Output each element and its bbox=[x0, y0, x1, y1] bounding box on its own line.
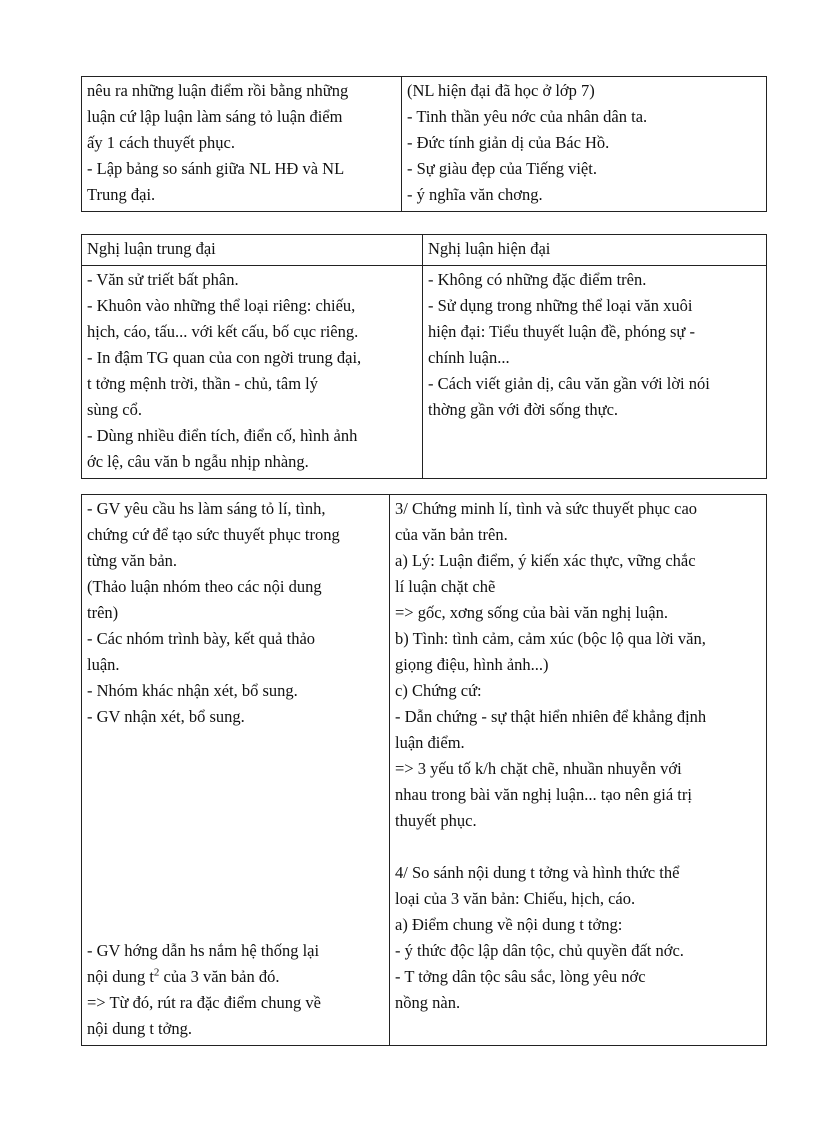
text-line: chính luận... bbox=[428, 348, 510, 367]
left-cell bbox=[82, 495, 390, 1046]
text-line: - Sự giàu đẹp của Tiếng việt. bbox=[407, 159, 597, 178]
table-header-row bbox=[82, 235, 767, 266]
text-line: chứng cứ để tạo sức thuyết phục trong bbox=[87, 525, 340, 544]
text-line: - Tinh thần yêu nớc của nhân dân ta. bbox=[407, 107, 648, 126]
text-line: luận. bbox=[87, 655, 120, 674]
text-line: - GV yêu cầu hs làm sáng tỏ lí, tình, bbox=[87, 499, 326, 518]
text-line: - Lập bảng so sánh giữa NL HĐ và NL bbox=[87, 159, 345, 178]
spacer bbox=[87, 730, 384, 756]
spacer bbox=[87, 782, 384, 808]
text-line: trên) bbox=[87, 603, 119, 622]
text-line: 3/ Chứng minh lí, tình và sức thuyết phục cao bbox=[395, 499, 698, 518]
text-line: => Từ đó, rút ra đặc điểm chung về bbox=[87, 993, 321, 1012]
text-line: giọng điệu, hình ảnh...) bbox=[395, 655, 549, 674]
text-line: sùng cổ. bbox=[87, 400, 142, 419]
text-line: => gốc, xơng sống của bài văn nghị luận. bbox=[395, 603, 668, 622]
text-line: 4/ So sánh nội dung t tởng và hình thức thể bbox=[395, 863, 680, 882]
text-line: lí luận chặt chẽ bbox=[395, 577, 496, 596]
text-line: hịch, cáo, tấu... với kết cấu, bố cục riêng. bbox=[87, 322, 359, 341]
text-line: - GV nhận xét, bổ sung. bbox=[87, 707, 245, 726]
text-line: hiện đại: Tiểu thuyết luận đề, phóng sự - bbox=[428, 322, 695, 341]
text-line: - Không có những đặc điểm trên. bbox=[428, 270, 647, 289]
text-line: a) Điểm chung về nội dung t tởng: bbox=[395, 915, 623, 934]
text-line: - Dẫn chứng - sự thật hiển nhiên để khẳng định bbox=[395, 707, 707, 726]
text-line: ớc lệ, câu văn b ngẫu nhịp nhàng. bbox=[87, 452, 309, 471]
text-line: b) Tình: tình cảm, cảm xúc (bộc lộ qua lời văn, bbox=[395, 629, 706, 648]
text-line: của văn bản trên. bbox=[395, 525, 508, 544]
spacer bbox=[87, 808, 384, 834]
table-row bbox=[82, 77, 767, 212]
text-line: - ý thức độc lập dân tộc, chủ quyền đất nớc. bbox=[395, 941, 684, 960]
text-line: luận điểm. bbox=[395, 733, 465, 752]
left-cell bbox=[82, 77, 402, 212]
text-line: - Văn sử triết bất phân. bbox=[87, 270, 239, 289]
text-line: - ý nghĩa văn chơng. bbox=[407, 185, 543, 204]
header-cell-modern bbox=[423, 235, 767, 266]
text-line: nhau trong bài văn nghị luận... tạo nên giá trị bbox=[395, 785, 692, 804]
right-cell bbox=[402, 77, 767, 212]
header-cell-medieval bbox=[82, 235, 423, 266]
text-line: - Dùng nhiều điển tích, điển cố, hình ảnh bbox=[87, 426, 358, 445]
text-line: t tởng mệnh trời, thần - chủ, tâm lý bbox=[87, 374, 318, 393]
spacer bbox=[87, 886, 384, 912]
text-line bbox=[87, 964, 384, 990]
header-label: Nghị luận trung đại bbox=[87, 239, 216, 258]
text-line: luận cứ lập luận làm sáng tỏ luận điểm bbox=[87, 107, 343, 126]
text-line: thuyết phục. bbox=[395, 811, 477, 830]
text-line: (Thảo luận nhóm theo các nội dung bbox=[87, 577, 322, 596]
text-line: Trung đại. bbox=[87, 185, 156, 204]
text-line: loại của 3 văn bản: Chiếu, hịch, cáo. bbox=[395, 889, 636, 908]
left-cell bbox=[82, 266, 423, 479]
spacer bbox=[87, 860, 384, 886]
text-line: từng văn bản. bbox=[87, 551, 178, 570]
text-line: a) Lý: Luận điểm, ý kiến xác thực, vững chắc bbox=[395, 551, 696, 570]
spacer bbox=[395, 834, 761, 860]
comparison-table bbox=[81, 234, 767, 479]
spacer bbox=[87, 756, 384, 782]
spacer bbox=[87, 912, 384, 938]
text-line: - Đức tính giản dị của Bác Hồ. bbox=[407, 133, 610, 152]
continuation-table bbox=[81, 76, 767, 212]
table-row bbox=[82, 266, 767, 479]
text-line: (NL hiện đại đã học ở lớp 7) bbox=[407, 81, 595, 100]
text-line: - T tởng dân tộc sâu sắc, lòng yêu nớc bbox=[395, 967, 646, 986]
text-line: - Khuôn vào những thể loại riêng: chiếu, bbox=[87, 296, 356, 315]
right-cell bbox=[423, 266, 767, 479]
text-line: => 3 yếu tố k/h chặt chẽ, nhuần nhuyễn với bbox=[395, 759, 682, 778]
text-line: nội dung t tởng. bbox=[87, 1019, 192, 1038]
text-line: nồng nàn. bbox=[395, 993, 461, 1012]
spacer bbox=[87, 834, 384, 860]
text-line: ấy 1 cách thuyết phục. bbox=[87, 133, 235, 152]
text-line: c) Chứng cứ: bbox=[395, 681, 482, 700]
right-cell bbox=[390, 495, 767, 1046]
text-fragment: nội dung t bbox=[87, 967, 154, 986]
header-label: Nghị luận hiện đại bbox=[428, 239, 551, 258]
text-fragment: của 3 văn bản đó. bbox=[159, 967, 280, 986]
text-line: - In đậm TG quan của con ngời trung đại, bbox=[87, 348, 362, 367]
superscript: 2 bbox=[153, 966, 160, 979]
activity-table bbox=[81, 494, 767, 1046]
text-line: thờng gần với đời sống thực. bbox=[428, 400, 619, 419]
text-line: - Các nhóm trình bày, kết quả thảo bbox=[87, 629, 316, 648]
text-line: - GV hớng dẫn hs nắm hệ thống lại bbox=[87, 941, 320, 960]
table-row bbox=[82, 495, 767, 1046]
text-line: - Cách viết giản dị, câu văn gần với lời nói bbox=[428, 374, 710, 393]
text-line: - Nhóm khác nhận xét, bổ sung. bbox=[87, 681, 298, 700]
text-line: - Sử dụng trong những thể loại văn xuôi bbox=[428, 296, 693, 315]
text-line: nêu ra những luận điểm rồi bằng những bbox=[87, 81, 349, 100]
